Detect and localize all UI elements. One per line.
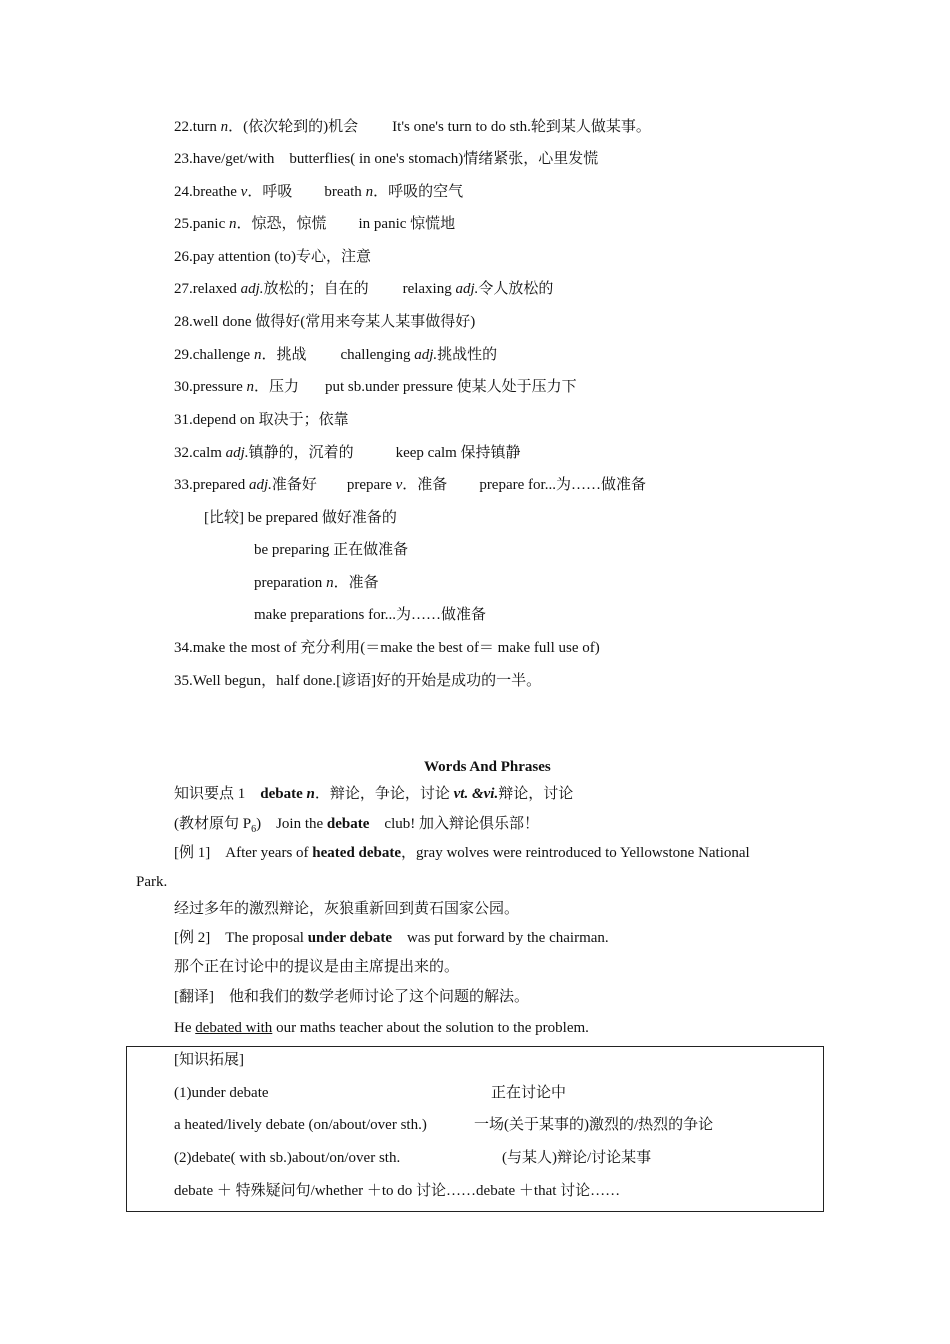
textbook-sentence: (教材原句 $P_6$) Join the debate club! 加入辩论俱乐部！ [174,816,539,835]
compare-item: be preparing 正在做准备 [254,542,409,558]
vocab-item-33: 33.prepared adj.准备好 prepare v．准备 prepare for...为……做准备 [174,477,646,493]
translation-task: [翻译] 他和我们的数学老师讨论了这个问题的解法。 [174,989,529,1005]
example-2-translation: 那个正在讨论中的提议是由主席提出来的。 [174,959,460,975]
box-heading: [知识拓展] [174,1052,244,1068]
vocab-item-25: 25.panic n．惊恐，惊慌 in panic 惊慌地 [174,216,456,232]
box-row: debate ＋ 特殊疑问句/whether ＋to do 讨论……debate ＋that 讨论…… [174,1183,621,1199]
example-1: [例 1] After years of heated debate，gray wolves were reintroduced to Yellowstone National [174,845,750,861]
box-row: (1)under debate [174,1085,269,1101]
example-2: [例 2] The proposal under debate was put forward by the chairman. [174,930,609,946]
vocab-item-28: 28.well done 做得好(常用来夸某人某事做得好) [174,314,476,330]
box-row-meaning: (与某人)辩论/讨论某事 [502,1150,652,1166]
translation-answer: He debated with our maths teacher about the solution to the problem. [174,1020,589,1036]
box-row-meaning: 正在讨论中 [491,1085,567,1101]
vocab-item-31: 31.depend on 取决于；依靠 [174,412,349,428]
vocab-item-23: 23.have/get/with butterflies( in one's stomach)情绪紧张，心里发慌 [174,151,599,167]
vocab-item-22: 22.turn n．(依次轮到的)机会 It's one's turn to do sth.轮到某人做某事。 [174,119,651,135]
box-row: (2)debate( with sb.)about/on/over sth. [174,1150,401,1166]
example-1-translation: 经过多年的激烈辩论，灰狼重新回到黄石国家公园。 [174,901,520,917]
knowledge-point-heading: 知识要点 1 debate n．辩论，争论，讨论 vt. &vi.辩论，讨论 [174,786,574,802]
vocab-item-26: 26.pay attention (to)专心，注意 [174,249,372,265]
vocab-item-35: 35.Well begun，half done.[谚语]好的开始是成功的一半。 [174,673,542,689]
vocab-item-27: 27.relaxed adj.放松的；自在的 relaxing adj.令人放松的 [174,281,554,297]
compare-note: [比较] be prepared 做好准备的 [204,510,397,526]
vocab-item-34: 34.make the most of 充分利用(＝make the best of＝ make full use of) [174,640,600,656]
box-row-meaning: 一场(关于某事的)激烈的/热烈的争论 [474,1117,714,1133]
vocab-item-32: 32.calm adj.镇静的，沉着的 keep calm 保持镇静 [174,445,521,461]
box-row: a heated/lively debate (on/about/over sth.) [174,1117,427,1133]
section-title: Words And Phrases [424,759,551,775]
vocab-item-24: 24.breathe v．呼吸 breath n．呼吸的空气 [174,184,464,200]
compare-item: preparation n．准备 [254,575,379,591]
compare-item: make preparations for...为……做准备 [254,607,487,623]
example-1-cont: Park. [136,874,168,890]
vocab-item-29: 29.challenge n．挑战 challenging adj.挑战性的 [174,347,498,363]
vocab-item-30: 30.pressure n．压力 put sb.under pressure 使某人处于压力下 [174,379,577,395]
